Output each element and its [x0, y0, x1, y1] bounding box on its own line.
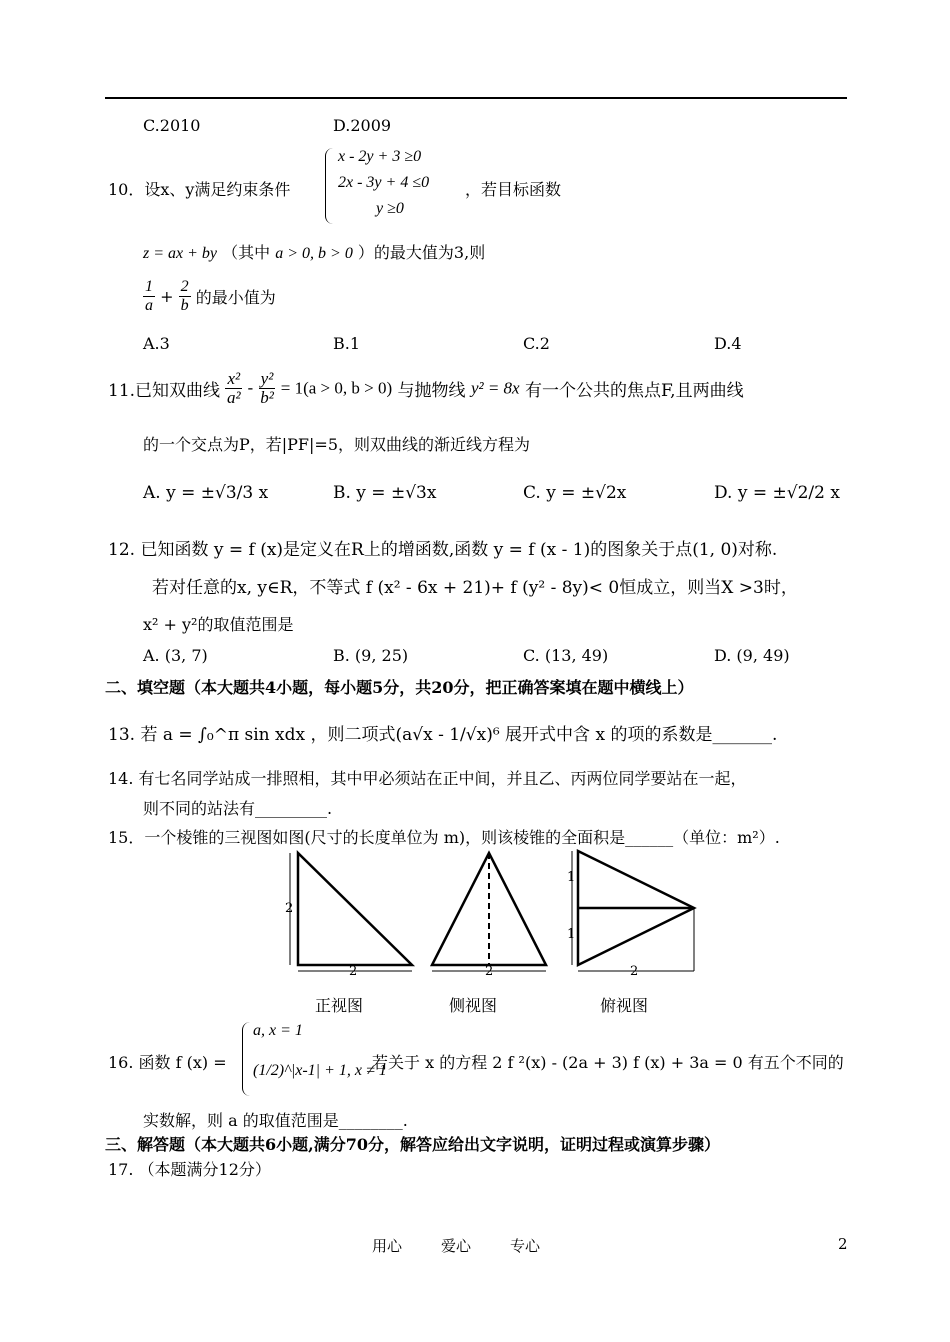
side-view-width-label: 2: [485, 964, 494, 979]
q11-option-d: D. y = ±√2/2 x: [714, 483, 840, 503]
page-number: 2: [838, 1235, 848, 1253]
q12-option-b: B. (9, 25): [333, 646, 409, 665]
q10-option-a: A.3: [143, 334, 170, 353]
footer-motto-3: 专心: [510, 1237, 541, 1255]
q12-option-c: C. (13, 49): [523, 646, 609, 665]
q14-line2: 则不同的站法有_________.: [143, 799, 333, 818]
q9-option-d: D.2009: [333, 116, 392, 135]
q12-option-d: D. (9, 49): [714, 646, 790, 665]
q11-option-b: B. y = ±√3x: [333, 483, 437, 503]
q10-line3-text: 的最小值为: [195, 288, 276, 307]
fraction-y2-over-b2: $\frac{\text{y²}}{\text{b²}}$: [260, 369, 274, 407]
q10-line2-end: ）的最大值为3,则: [357, 243, 486, 262]
q16-case-2: (1/2)^|x-1| + 1, x ≠ 1: [253, 1062, 387, 1079]
top-view-height1-label: 1: [567, 870, 576, 885]
fraction-1-over-a: $\frac{1}{a}$: [145, 278, 153, 314]
q12-line3: x² + y²的取值范围是: [143, 615, 294, 634]
q10-suffix: ，若目标函数: [465, 180, 562, 199]
q10-prefix: 10．设x、y满足约束条件: [108, 180, 291, 199]
fraction-2-over-b: $\frac{2}{b}$: [180, 278, 189, 314]
q11-mid: 与抛物线: [397, 381, 466, 401]
q11-line2: 的一个交点为P，若|PF|=5，则双曲线的渐近线方程为: [143, 435, 531, 454]
q16-case-1: a, x = 1: [253, 1022, 303, 1039]
q14-line1: 14. 有七名同学站成一排照相，其中甲必须站在正中间，并且乙、丙两位同学要站在一起，: [108, 769, 747, 788]
q11-prefix: 11.已知双曲线: [108, 381, 221, 401]
q10-constraint-2: 2x - 3y + 4 ≤0: [338, 174, 430, 191]
q11-eq-tail: = 1(a > 0, b > 0): [280, 378, 393, 398]
footer-motto-2: 爱心: [441, 1237, 472, 1255]
front-view: [298, 853, 412, 965]
front-view-height-label: 2: [285, 901, 294, 916]
top-view-caption: 俯视图: [600, 996, 649, 1015]
q10-condition: a > 0, b > 0: [275, 245, 353, 262]
q12-line1: 12. 已知函数 y = f (x)是定义在R上的增函数,函数 y = f (x - 1)的图象关于点(1, 0)对称.: [108, 540, 778, 560]
q10-constraint-3: y ≥0: [376, 200, 404, 217]
q11-option-c: C. y = ±√2x: [523, 483, 627, 503]
q12-line2: 若对任意的x, y∈R，不等式 f (x² - 6x + 21)+ f (y² - 8y)< 0恒成立，则当X >3时，: [152, 578, 798, 598]
q13-text: 13. 若 a = ∫₀^π sin xdx ，则二项式(a√x - 1/√x)⁶ 展开式中含 x 的项的系数是_______.: [108, 725, 778, 745]
q10-objective: z = ax + by: [143, 245, 218, 262]
front-view-caption: 正视图: [315, 996, 364, 1015]
footer-motto-1: 用心: [372, 1237, 403, 1255]
q17-heading: 17. （本题满分12分）: [108, 1160, 271, 1179]
q10-constraint-system: [325, 148, 486, 224]
q11-option-a: A. y = ±√3/3 x: [143, 483, 269, 503]
q15-text: 15．一个棱锥的三视图如图(尺寸的长度单位为 m)，则该棱锥的全面积是______（单位：m²）.: [108, 828, 780, 847]
three-view-figure: [280, 845, 700, 975]
q16-suffix: 若关于 x 的方程 2 f ²(x) - (2a + 3) f (x) + 3a = 0 有五个不同的: [372, 1053, 844, 1072]
q12-option-a: A. (3, 7): [143, 646, 208, 665]
q10-constraint-1: x - 2y + 3 ≥0: [338, 148, 422, 165]
q10-line2: [143, 240, 485, 263]
q16-prefix: 16. 函数 f (x) =: [108, 1053, 227, 1072]
q11-parabola: y² = 8x: [470, 378, 520, 398]
q10-line2-mid: （其中: [222, 243, 271, 262]
q10-option-d: D.4: [714, 334, 742, 353]
fraction-x2-over-a2: $\frac{\text{x²}}{\text{a²}}$: [226, 369, 241, 407]
section-3-heading: 三、解答题（本大题共6小题,满分70分，解答应给出文字说明，证明过程或演算步骤）: [105, 1135, 720, 1154]
q16-line2: 实数解，则 a 的取值范围是________.: [143, 1111, 408, 1130]
top-view-dims: [572, 851, 694, 971]
header-rule: [105, 97, 847, 99]
front-view-dims: [290, 853, 412, 971]
q9-option-c: C.2010: [143, 116, 201, 135]
section-2-heading: 二、填空题（本大题共4小题，每小题5分，共20分，把正确答案填在题中横线上）: [105, 678, 694, 697]
top-view: [578, 851, 694, 965]
top-view-width-label: 2: [630, 964, 639, 979]
q10-option-c: C.2: [523, 334, 550, 353]
q11-suffix: 有一个公共的焦点F,且两曲线: [525, 381, 744, 401]
front-view-width-label: 2: [349, 964, 358, 979]
q11-line1: 11.已知双曲线 $\frac{\text{x²}}{\text{a²}}$ - $\frac{\text{y²}}{\text{b²}}$ = 1(a > 0, b > 0) 与抛物线 y² = 8x 有一个公共的焦点F,且两曲线: [108, 369, 744, 407]
top-view-height2-label: 1: [567, 927, 576, 942]
q16-piecewise: [242, 1022, 387, 1096]
side-view-caption: 侧视图: [449, 996, 498, 1015]
q10-line3: $\frac{1}{a}$ + $\frac{2}{b}$ 的最小值为: [145, 278, 276, 314]
q10-option-b: B.1: [333, 334, 361, 353]
